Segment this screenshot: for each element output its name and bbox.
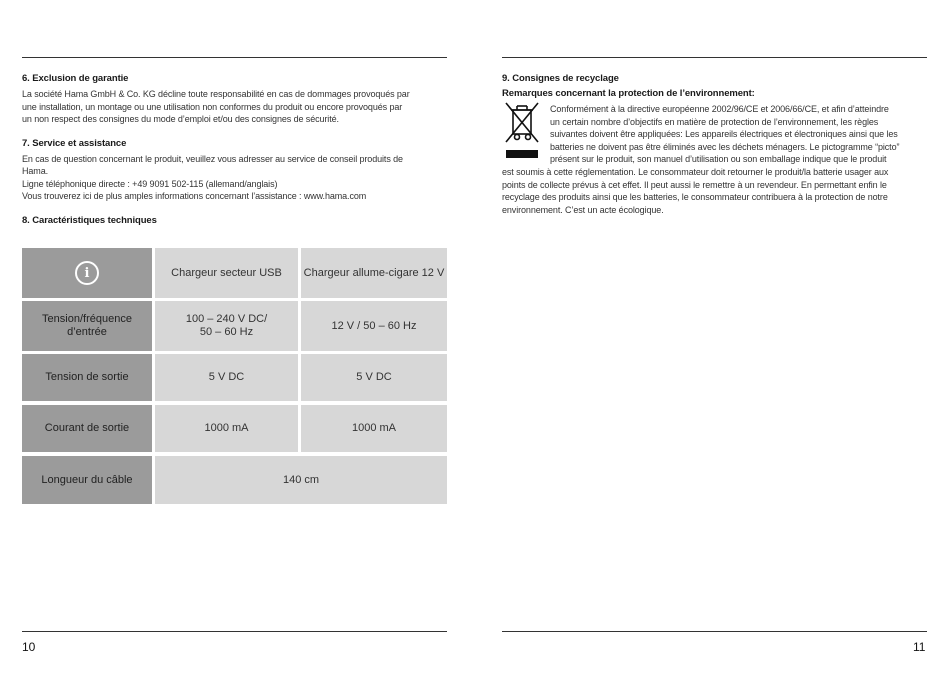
cell-car-output-voltage: 5 V DC xyxy=(301,354,447,401)
paragraph-line: est soumis à cette réglementation. Le consommateur doit retourner le produit/la batterie usager aux xyxy=(502,167,889,177)
paragraph-line: recyclage des produits ainsi que les batteries, le consommateur contribuera à la protection de notre xyxy=(502,192,888,202)
section-warranty xyxy=(22,73,447,126)
right-page-header xyxy=(502,73,927,99)
row-label-line: d’entrée xyxy=(67,326,107,338)
top-rule-left xyxy=(22,57,447,58)
paragraph-line: batteries ne doivent pas être éliminés avec les déchets ménagers. Le pictogramme “picto” xyxy=(550,141,900,152)
paragraph-line: suivantes doivent être appliquées: Les appareils électriques et électroniques ainsi que les xyxy=(550,129,898,139)
paragraph-line: Conformément à la directive européenne 2002/96/CE et 2006/66/CE, et afin d’atteindre xyxy=(550,104,889,114)
crossed-out-wheelie-bin-icon xyxy=(502,100,542,164)
page-number-left: 10 xyxy=(22,640,36,654)
cell-usb-input xyxy=(155,301,298,351)
recycling-body-indented xyxy=(550,103,927,166)
section-service xyxy=(22,138,447,203)
spec-table xyxy=(22,248,447,504)
column-header-usb: Chargeur secteur USB xyxy=(155,248,298,298)
section-subtitle: Remarques concernant la protection de l’environnement: xyxy=(502,88,755,99)
paragraph-line: points de collecte prévus à cet effet. Il peut aussi le remettre à un revendeur. En permettant enfin le xyxy=(502,179,887,190)
table-corner xyxy=(22,248,152,298)
cell-line: 100 – 240 V DC/ xyxy=(185,313,268,325)
page-number-right: 11 xyxy=(913,640,926,654)
column-header-car: Chargeur allume-cigare 12 V xyxy=(301,248,447,298)
paragraph-line: une installation, un montage ou une utilisation non conformes du produit ou encore provoqués par xyxy=(22,101,403,112)
row-label-line: Tension/fréquence xyxy=(42,313,132,325)
section-title: 9. Consignes de recyclage xyxy=(502,73,619,84)
row-label-input xyxy=(22,301,152,351)
row-label-output-current: Courant de sortie xyxy=(22,405,152,452)
bottom-rule-right xyxy=(502,631,927,632)
paragraph-line: présent sur le produit, son manuel d’utilisation ou son emballage indique que le produit xyxy=(550,154,887,164)
cell-line: 50 – 60 Hz xyxy=(199,326,254,338)
row-label-output-voltage: Tension de sortie xyxy=(22,354,152,401)
paragraph-line: La société Hama GmbH & Co. KG décline toute responsabilité en cas de dommages provoqués par xyxy=(22,89,410,99)
cell-car-output-current: 1000 mA xyxy=(301,405,447,452)
paragraph-line: un non respect des consignes du mode d’emploi et/ou des consignes de sécurité. xyxy=(22,114,339,124)
bottom-rule-left xyxy=(22,631,447,632)
row-label-cable-length: Longueur du câble xyxy=(22,456,152,504)
info-icon: i xyxy=(75,261,99,285)
cell-cable-length: 140 cm xyxy=(155,456,447,504)
website-line: Vous trouverez ici de plus amples informations concernant l’assistance : www.hama.com xyxy=(22,191,367,201)
top-rule-right xyxy=(502,57,927,58)
section-specs xyxy=(22,215,447,226)
paragraph-line: environnement. C’est un acte écologique. xyxy=(502,204,664,215)
cell-usb-output-voltage: 5 V DC xyxy=(155,354,298,401)
left-page-content xyxy=(22,73,447,238)
paragraph-line: Hama. xyxy=(22,166,49,176)
hotline-line: Ligne téléphonique directe : +49 9091 502-115 (allemand/anglais) xyxy=(22,178,278,189)
cell-usb-output-current: 1000 mA xyxy=(155,405,298,452)
paragraph-line: un certain nombre d’objectifs en matière de protection de l’environnement, les règles xyxy=(550,116,879,127)
recycling-body-full xyxy=(502,166,927,216)
paragraph-line: En cas de question concernant le produit, veuillez vous adresser au service de conseil produits de xyxy=(22,153,403,164)
section-title: 7. Service et assistance xyxy=(22,137,127,149)
section-title: 8. Caractéristiques techniques xyxy=(22,214,157,226)
section-title: 6. Exclusion de garantie xyxy=(22,73,129,84)
cell-car-input: 12 V / 50 – 60 Hz xyxy=(301,301,447,351)
